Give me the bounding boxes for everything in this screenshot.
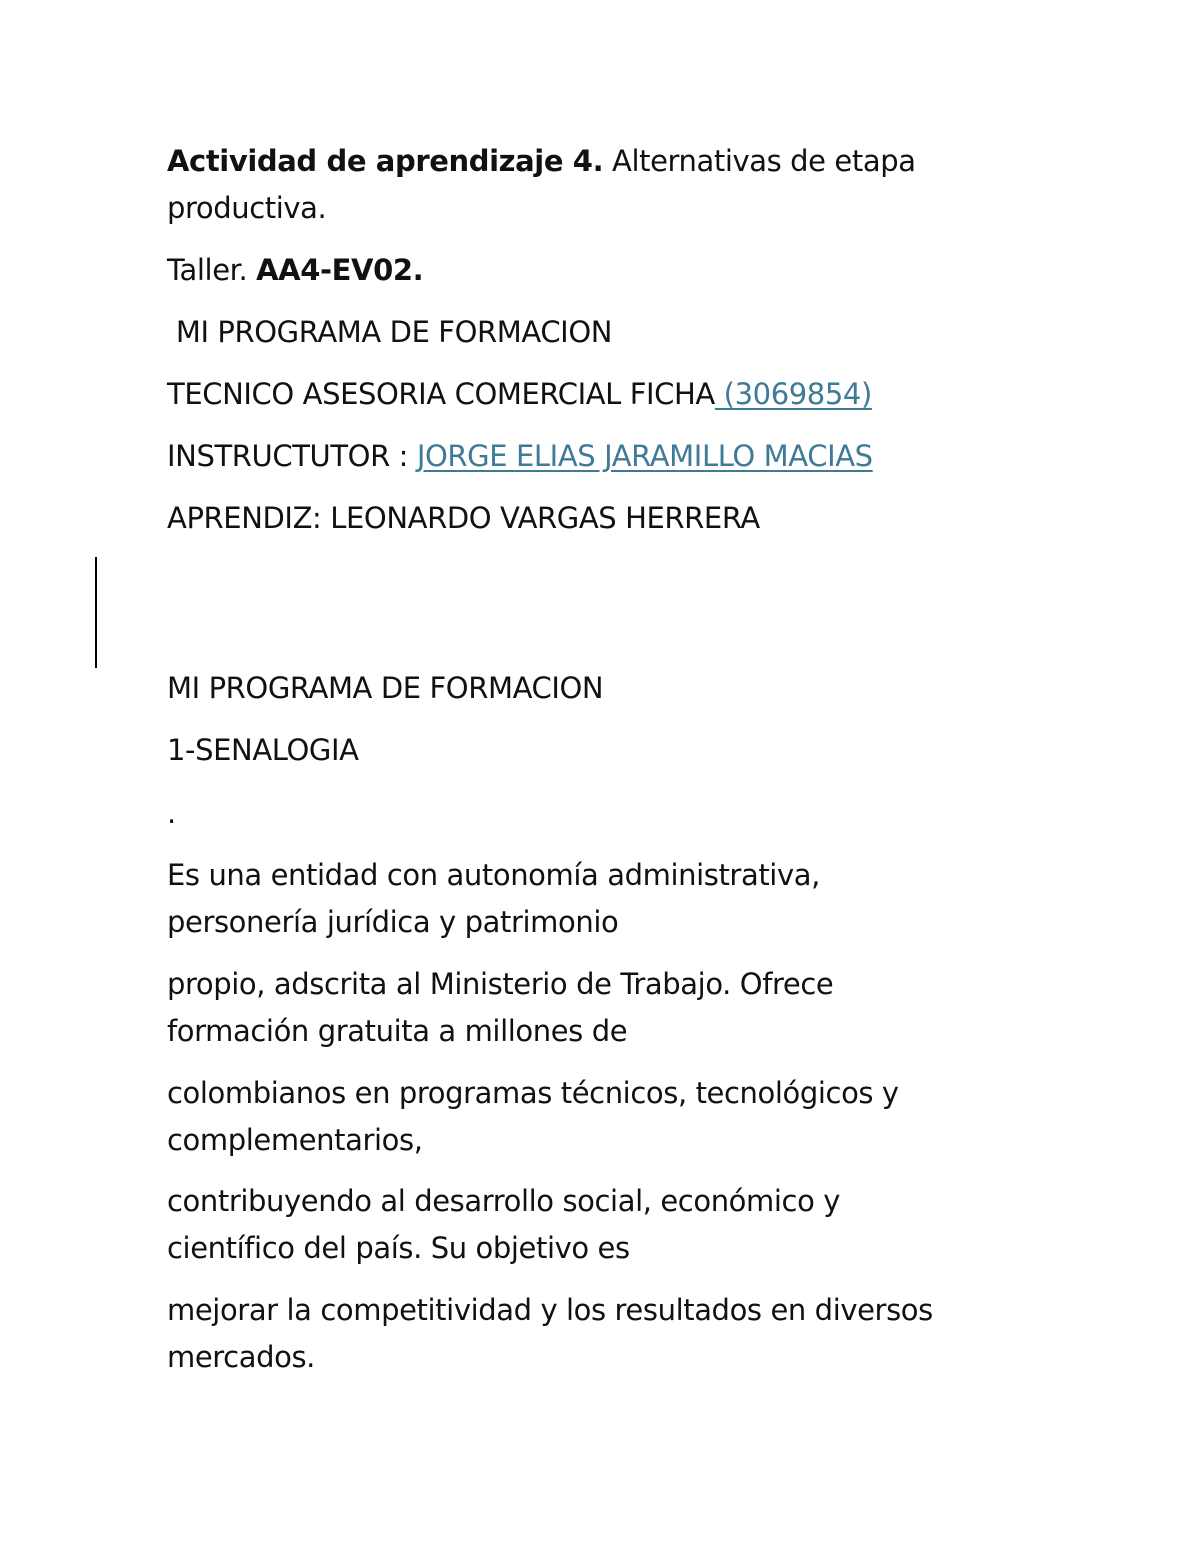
activity-title-rest: Alternativas de etapa xyxy=(603,144,916,178)
instructor-label: INSTRUCTUTOR : xyxy=(167,439,417,473)
section-heading: MI PROGRAMA DE FORMACION xyxy=(167,671,604,705)
paragraph-line: personería jurídica y patrimonio xyxy=(167,905,619,939)
taller-label: Taller. xyxy=(167,253,257,287)
taller-code: AA4-EV02. xyxy=(256,253,424,287)
instructor-link[interactable]: JORGE ELIAS JARAMILLO MACIAS xyxy=(416,439,873,473)
program-heading: MI PROGRAMA DE FORMACION xyxy=(167,315,613,349)
paragraph-line: Es una entidad con autonomía administrativa, xyxy=(167,858,820,892)
paragraph-line: propio, adscrita al Ministerio de Trabajo. Ofrece xyxy=(167,967,834,1001)
paragraph-line: contribuyendo al desarrollo social, económico y xyxy=(167,1184,840,1218)
section-subheading: 1-SENALOGIA xyxy=(167,733,359,767)
program-line xyxy=(167,371,872,418)
activity-title-bold: Actividad de aprendizaje 4. xyxy=(167,144,604,178)
activity-title-line2: productiva. xyxy=(167,191,327,225)
paragraph-line: científico del país. Su objetivo es xyxy=(167,1231,630,1265)
taller-line xyxy=(167,247,423,294)
paragraph-line: mercados. xyxy=(167,1340,315,1374)
activity-title xyxy=(167,138,916,185)
instructor-line xyxy=(167,433,873,480)
dot-line: . xyxy=(167,796,176,830)
text-cursor xyxy=(95,557,97,668)
program-line-prefix: TECNICO ASESORIA COMERCIAL FICHA xyxy=(167,377,715,411)
paragraph-line: complementarios, xyxy=(167,1123,423,1157)
paragraph-line: formación gratuita a millones de xyxy=(167,1014,628,1048)
paragraph-line: mejorar la competitividad y los resultados en diversos xyxy=(167,1293,933,1327)
ficha-link[interactable]: (3069854) xyxy=(714,377,872,411)
aprendiz-line: APRENDIZ: LEONARDO VARGAS HERRERA xyxy=(167,501,760,535)
paragraph-line: colombianos en programas técnicos, tecnológicos y xyxy=(167,1076,899,1110)
